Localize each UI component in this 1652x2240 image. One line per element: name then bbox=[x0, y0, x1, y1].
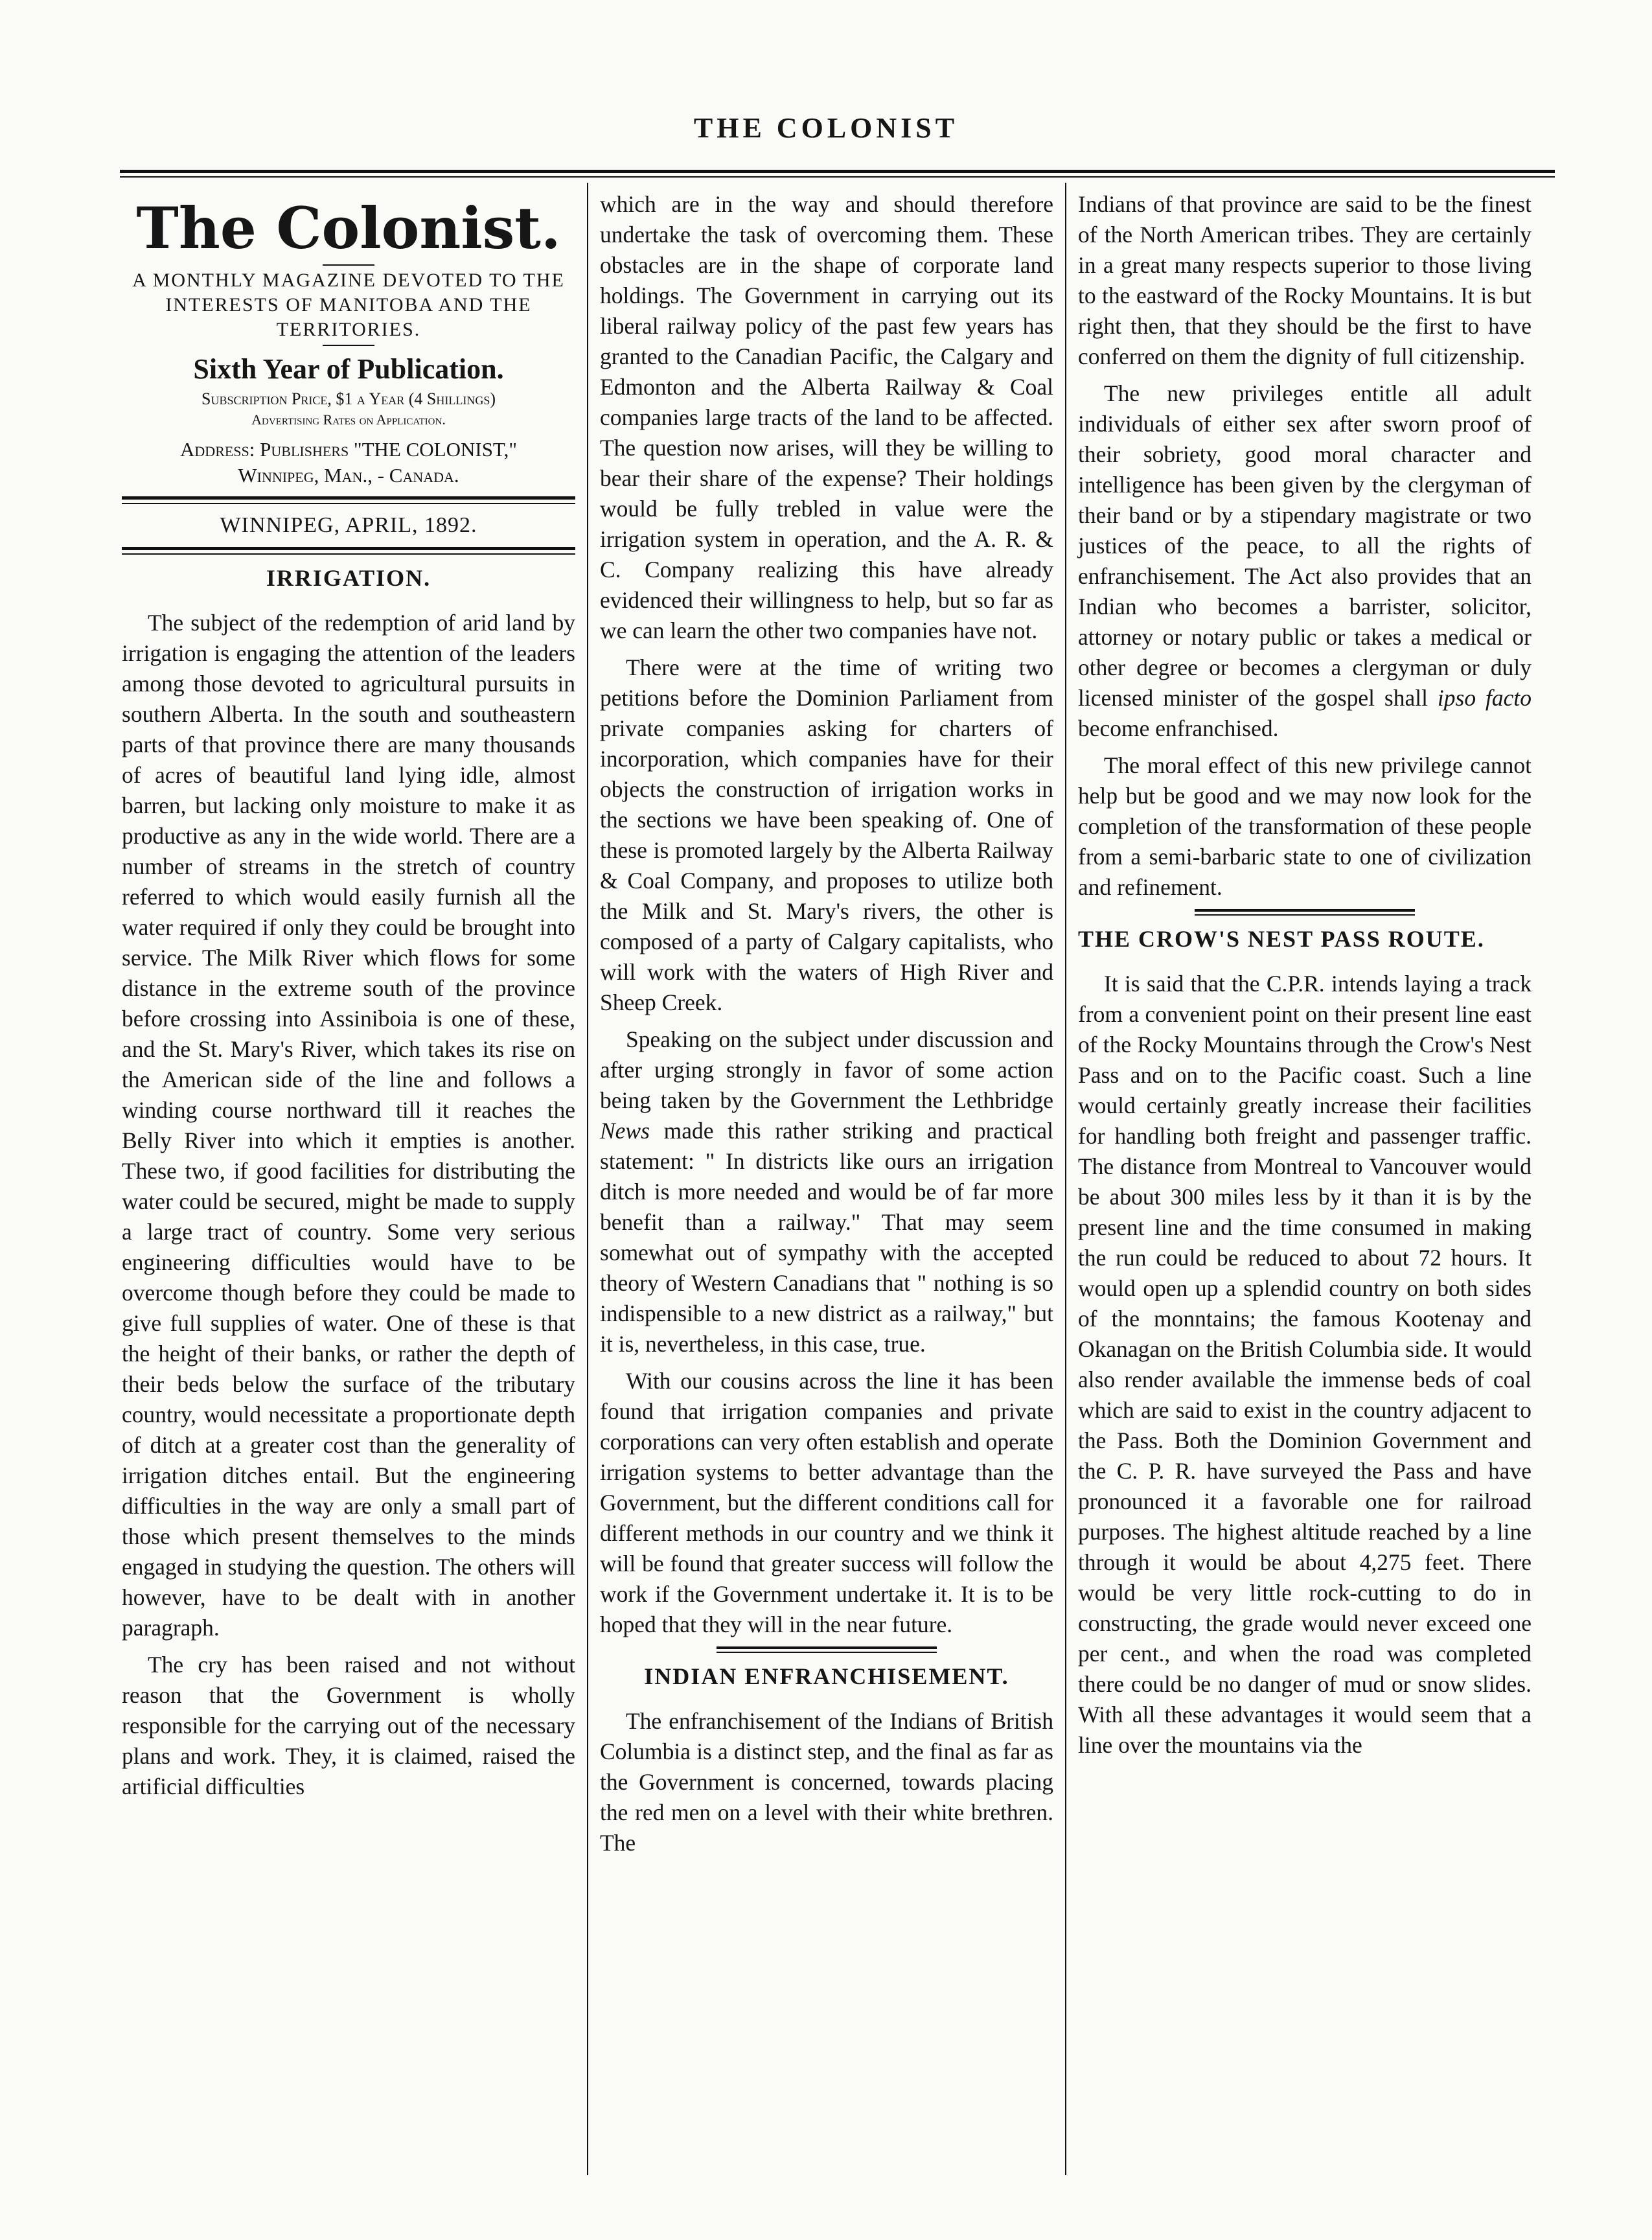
newspaper-name: News bbox=[600, 1118, 650, 1144]
paragraph-text: made this rather striking and practical statement: " In districts like ours an irrigation ditch is more needed and would be of far more benefit than a railway." That may seem somewhat out of sympathy with the accepted theory of Western Canadians that " nothing is so indispensible to a new district as a railway," but it is, nevertheless, in this case, true. bbox=[600, 1118, 1054, 1357]
paragraph-text: Speaking on the subject under discussion and after urging strongly in favor of some action being taken by the Government the Lethbridge bbox=[600, 1026, 1053, 1113]
article-paragraph: Indians of that province are said to be the finest of the North American tribes. They are certainly in a great many respects superior to those living to the eastward of the Rocky Mountains. It is but right then, that they should be the first to have conferred on them the dignity of full citizenship. bbox=[1078, 191, 1532, 369]
subscription-price: Subscription Price, $1 a Year (4 Shillings) bbox=[201, 389, 496, 408]
column-2 bbox=[600, 189, 1053, 1865]
article-paragraph: The moral effect of this new privilege cannot help but be good and we may now look for the completion of the transformation of these people from a semi-barbaric state to one of civilization and refinement. bbox=[1078, 752, 1532, 900]
masthead-title: The Colonist. bbox=[136, 194, 561, 262]
address-line-1: Address: Publishers "THE COLONIST," bbox=[180, 438, 517, 461]
double-rule-thin bbox=[122, 503, 575, 504]
column-separator bbox=[1065, 183, 1066, 2175]
article-paragraph: With our cousins across the line it has been found that irrigation companies and private corporations can very often establish and operate irrigation systems to better advantage than the Government, but the different conditions call for different methods in our country and we think it will be found that greater success will follow the work if the Government undertake it. It is to be hoped that they will in the near future. bbox=[600, 1368, 1053, 1637]
double-rule bbox=[122, 547, 575, 550]
section-rule bbox=[717, 1646, 937, 1649]
article-paragraph: The cry has been raised and not without reason that the Government is wholly responsible for the carrying out of the necessary plans and work. They, it is claimed, raised the artificial difficulties bbox=[122, 1652, 575, 1799]
article-paragraph: which are in the way and should therefore undertake the task of overcoming them. These obstacles are in the shape of corporate land holdings. The Government in carrying out its liberal railway policy of the past few years has granted to the Canadian Pacific, the Calgary and Edmonton and the Alberta Railway & Coal companies large tracts of the land to be affected. The question now arises, will they be willing to bear their share of the expense? Their holdings would be fully trebled in value were the irrigation system in operation, and the A. R. & C. Company realizing this have already evidenced their willingness to help, but so far as we can learn the other two companies have not. bbox=[600, 191, 1053, 643]
article-paragraph bbox=[1078, 378, 1532, 744]
article-paragraph: There were at the time of writing two petitions before the Dominion Parliament from private companies asking for charters of incorporation, which companies have for their objects the construction of irrigation works in the sections we have been speaking of. One of these is promoted largely by the Alberta Railway & Coal Company, and proposes to utilize both the Milk and St. Mary's rivers, the other is composed of a party of Calgary capitalists, who will work with the waters of High River and Sheep Creek. bbox=[600, 654, 1053, 1015]
top-rule bbox=[120, 170, 1555, 173]
top-rule-thin bbox=[120, 176, 1555, 178]
section-rule-thin bbox=[1195, 914, 1415, 916]
short-rule bbox=[323, 264, 374, 266]
article-paragraph: The enfranchisement of the Indians of British Columbia is a distinct step, and the final as far as the Government is concerned, towards placing the red men on a level with their white brethren. The bbox=[600, 1708, 1053, 1856]
advertising-rates: Advertising Rates on Application. bbox=[251, 411, 446, 428]
running-head: THE COLONIST bbox=[693, 112, 959, 144]
double-rule-thin bbox=[122, 553, 575, 555]
double-rule bbox=[122, 496, 575, 500]
article-paragraph bbox=[600, 1024, 1053, 1359]
dateline: WINNIPEG, APRIL, 1892. bbox=[220, 513, 477, 537]
article-paragraph: The subject of the redemption of arid land by irrigation is engaging the attention of the leaders among those devoted to agricultural pursuits in southern Alberta. In the south and southeastern parts of that province there are many thousands of acres of beautiful land lying idle, almost barren, but lacking only moisture to make it as productive as any in the wide world. There are a number of streams in the stretch of country referred to which would easily furnish all the water required if only they could be brought into service. The Milk River which flows for some distance in the extreme south of the province before crossing into Assiniboia is one of these, and the St. Mary's River, which takes its rise on the American side of the line and follows a winding course northward till it reaches the Belly River into which it empties is another. These two, if good facilities for distributing the water could be secured, might be made to supply a large tract of country. Some very serious engineering difficulties would have to be overcome though before they could be made to give full supplies of water. One of these is that the height of their banks, or rather the depth of their beds below the surface of the tributary country, would necessitate a proportionate depth of ditch at a greater cost than the generality of irrigation ditches entail. But the engineering difficulties in the way are only a small part of those which present themselves to the minds engaged in studying the question. The others will however, have to be dealt with in another paragraph. bbox=[122, 610, 575, 1641]
section-rule-thin bbox=[717, 1652, 937, 1653]
publication-year: Sixth Year of Publication. bbox=[193, 353, 504, 385]
article-heading-crows-nest: THE CROW'S NEST PASS ROUTE. bbox=[1078, 926, 1485, 952]
column-3 bbox=[1078, 189, 1532, 1767]
paragraph-text: become enfranchised. bbox=[1078, 715, 1279, 741]
latin-phrase: ipso facto bbox=[1437, 685, 1532, 711]
short-rule bbox=[323, 345, 374, 346]
paragraph-text: The new privileges entitle all adult individuals of either sex after sworn proof of their sobriety, good moral character and intelligence has been given by the clergyman of their band or by a stipendary magistrate or two justices of the peace, to all the rights of enfranchisement. The Act also provides that an Indian who becomes a barrister, solicitor, attorney or notary public or takes a medical or other degree or becomes a clergyman or duly licensed minister of the gospel shall bbox=[1078, 380, 1532, 711]
article-paragraph: It is said that the C.P.R. intends laying a track from a convenient point on their present line east of the Rocky Mountains through the Crow's Nest Pass and on to the Pacific coast. Such a line would certainly greatly increase their facilities for handling both freight and passenger traffic. The distance from Montreal to Vancouver would be about 300 miles less by it than it is by the present line and the time consumed in making the run could be reduced to about 72 hours. It would open up a splendid country on both sides of the monntains; the famous Kootenay and Okanagan on the British Columbia side. It would also render available the immense beds of coal which are said to exist in the country adjacent to the Pass. Both the Dominion Government and the C. P. R. have surveyed the Pass and have pronounced it a favorable one for railroad purposes. The highest altitude reached by a line through it would be about 4,275 feet. There would be very little rock-cutting to do in constructing, the grade would never exceed one per cent., and when the road was completed there could be no danger of mud or snow slides. With all these advantages it would seem that a line over the mountains via the bbox=[1078, 971, 1532, 1758]
column-separator bbox=[587, 183, 588, 2175]
address-line-2: Winnipeg, Man., - Canada. bbox=[238, 464, 459, 487]
masthead-tagline: A MONTHLY MAGAZINE DEVOTED TO THE INTERESTS OF MANITOBA AND THE TERRITORIES. bbox=[132, 270, 565, 340]
article-heading-indian: INDIAN ENFRANCHISEMENT. bbox=[644, 1663, 1009, 1689]
section-rule bbox=[1195, 909, 1415, 912]
article-heading-irrigation: IRRIGATION. bbox=[266, 565, 431, 591]
column-1 bbox=[122, 189, 575, 1808]
